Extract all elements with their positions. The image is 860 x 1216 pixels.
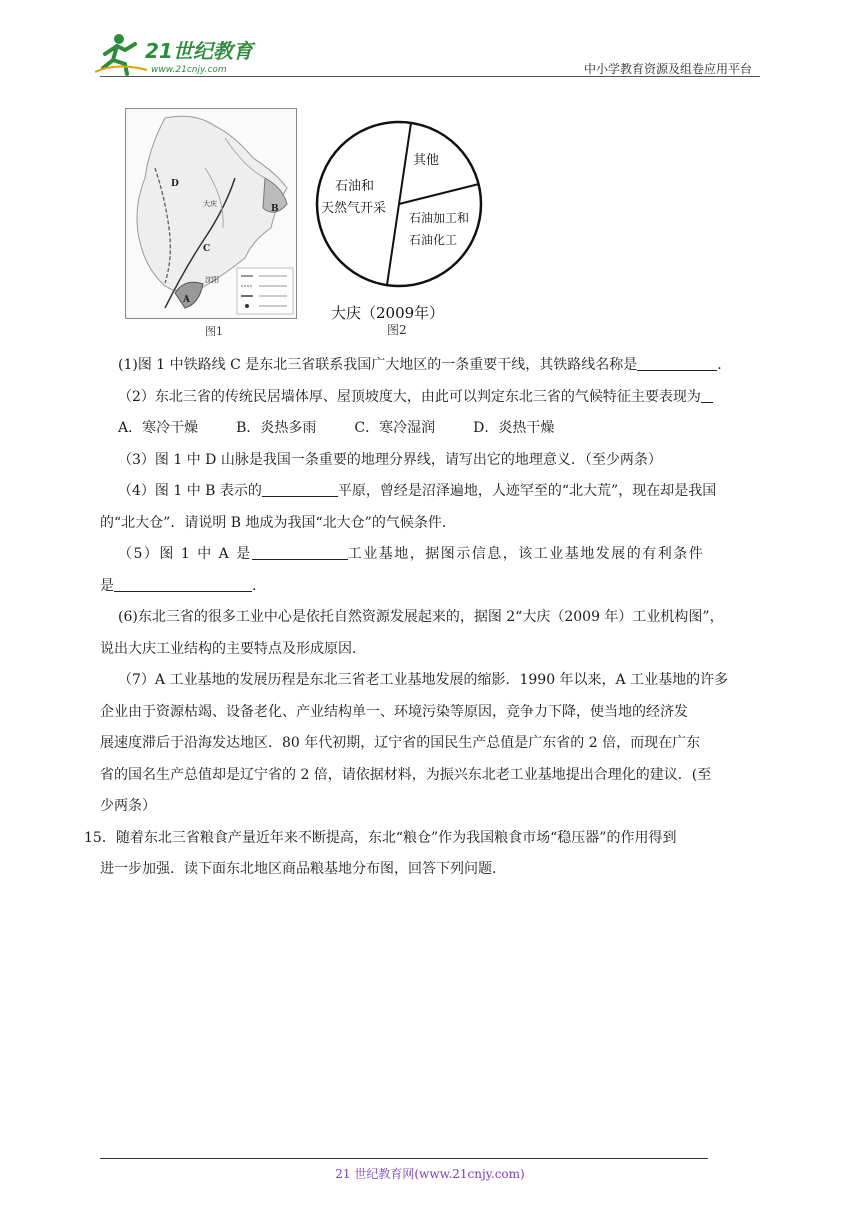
map-label-c: C: [203, 244, 211, 254]
page-header: [95, 30, 760, 82]
answer-blank-5b[interactable]: [114, 575, 252, 592]
svg-text:www.21cnjy.com: www.21cnjy.com: [151, 65, 227, 75]
pie-label-oil-gas-2: 天然气开采: [321, 201, 387, 216]
question-15-cont: 进一步加强．读下面东北地区商品粮基地分布图，回答下列问题．: [100, 861, 506, 877]
map-label-d: D: [171, 179, 179, 189]
question-3: （3）图 1 中 D 山脉是我国一条重要的地理分界线，请写出它的地理意义．（至少两条）: [118, 451, 662, 468]
question-7-line4: 省的国名生产总值却是辽宁省的 2 倍，请依据材料，为振兴东北老工业基地提出合理化的建议．(至: [100, 766, 712, 783]
question-2-options: [100, 413, 765, 445]
daqing-industry-pie-chart: [313, 104, 485, 344]
answer-blank-1[interactable]: [637, 354, 717, 371]
question-content: [84, 350, 765, 886]
question-7-line5: 少两条）: [100, 798, 156, 814]
question-4-cont: 的“北大仓”．请说明 B 地成为我国“北大仓”的气候条件．: [100, 514, 456, 531]
map-legend: [237, 268, 293, 314]
site-logo: [95, 32, 265, 76]
question-6: (6)东北三省的很多工业中心是依托自然资源发展起来的，据图 2“大庆（2009 年）工业机构图”，: [118, 609, 724, 625]
map-label-shenyang: 沈阳: [205, 276, 219, 284]
map-label-daqing: 大庆: [203, 200, 217, 208]
option-b[interactable]: B．炎热多雨: [236, 420, 317, 436]
pie-label-petro-processing-1: 石油加工和: [409, 211, 470, 225]
runner-icon: [95, 34, 147, 74]
map-label-b: B: [271, 204, 279, 214]
northeast-china-map: [125, 108, 297, 328]
figure2-caption: 图2: [387, 323, 407, 337]
pie-title: 大庆（2009年）: [331, 304, 445, 322]
pie-label-petro-processing-2: 石油化工: [409, 233, 458, 247]
pie-label-other: 其他: [413, 153, 440, 168]
pie-label-oil-gas-1: 石油和: [335, 179, 375, 194]
question-7: （7）A 工业基地的发展历程是东北三省老工业基地发展的缩影．1990 年以来，A 工业基地的许多: [118, 672, 729, 688]
figure-area: [125, 104, 485, 344]
question-5: （5）图 1 中 A 是 工业基地，据图示信息，该工业基地发展的有利条件: [100, 539, 765, 571]
figure1-caption: 图1: [205, 325, 223, 338]
svg-text:21世纪教育: 21世纪教育: [145, 39, 253, 63]
question-7-line2: 企业由于资源枯竭、设备老化、产业结构单一、环境污染等原因，竞争力下降，使当地的经济发: [100, 703, 688, 720]
platform-name: 中小学教育资源及组卷应用平台: [583, 62, 752, 76]
answer-blank-2[interactable]: [701, 386, 713, 403]
footer-divider: [100, 1158, 708, 1159]
question-4: （4）图 1 中 B 表示的 平原，曾经是沼泽遍地，人迹罕至的“北大荒”，现在却是我国: [100, 476, 765, 508]
footer-text[interactable]: 21 世纪教育网(www.21cnjy.com): [335, 1167, 525, 1181]
question-6-cont: 说出大庆工业结构的主要特点及形成原因．: [100, 640, 366, 657]
answer-blank-4[interactable]: [262, 480, 338, 497]
option-a[interactable]: A．寒冷干燥: [118, 420, 199, 436]
question-15: 15．随着东北三省粮食产量近年来不断提高，东北“粮仓”作为我国粮食市场“稳压器”的作用得到: [84, 829, 677, 846]
question-2: （2）东北三省的传统民居墙体厚、屋顶坡度大，由此可以判定东北三省的气候特征主要表现为: [100, 382, 765, 414]
question-5-cont: 是 .: [100, 571, 765, 603]
option-d[interactable]: D．炎热干燥: [473, 420, 555, 436]
question-1: (1)图 1 中铁路线 C 是东北三省联系我国广大地区的一条重要干线，其铁路线名称是 .: [100, 350, 765, 382]
question-7-line3: 展速度滞后于沿海发达地区．80 年代初期，辽宁省的国民生产总值是广东省的 2 倍，而现在广东: [100, 735, 701, 751]
option-c[interactable]: C．寒冷湿润: [354, 420, 436, 436]
map-label-a: A: [183, 295, 190, 305]
header-divider: [100, 76, 760, 77]
answer-blank-5a[interactable]: [252, 543, 348, 560]
